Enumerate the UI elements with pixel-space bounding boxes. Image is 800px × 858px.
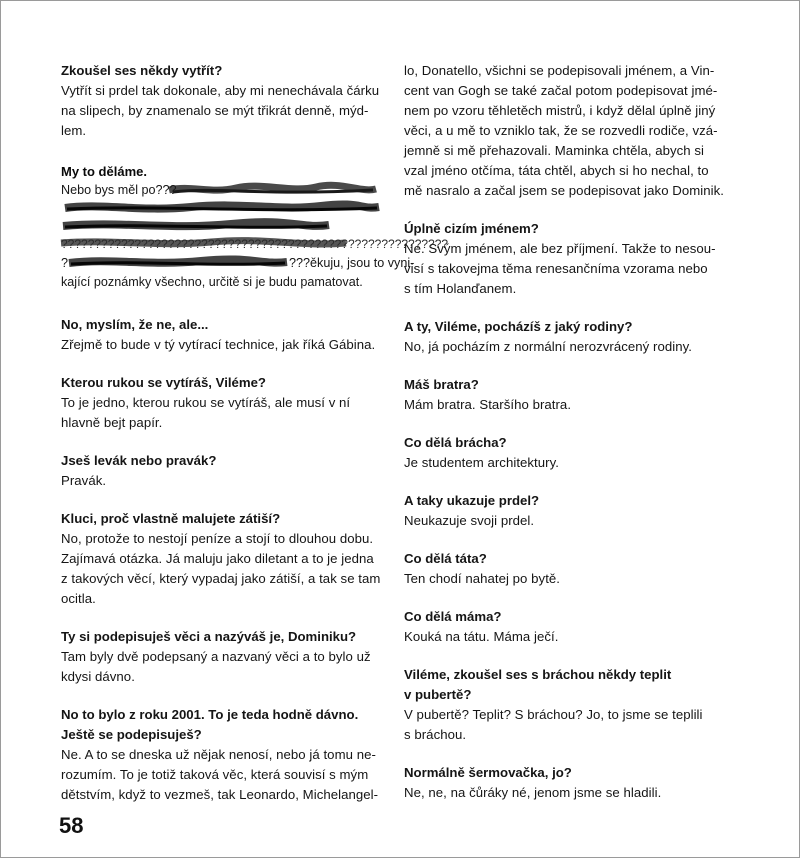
scan-line: kající poznámky všechno, určitě si je budu pamatovat.	[61, 275, 363, 289]
qa-block	[404, 375, 744, 415]
question: Jseš levák nebo pravák?	[61, 453, 217, 468]
qa-block	[61, 627, 391, 687]
answer: Kouká na tátu. Máma ječí.	[404, 629, 559, 644]
page-number: 58	[59, 813, 84, 838]
scan-line: Nebo bys měl po???	[61, 183, 177, 197]
question: A ty, Viléme, pocházíš z jaký rodiny?	[404, 319, 633, 334]
question: A taky ukazuje prdel?	[404, 493, 540, 508]
answer: Tam byly dvě podepsaný a nazvaný věci a to bylo už kdysi dávno.	[61, 649, 371, 684]
answer: Ne, ne, na čůráky né, jenom jsme se hladili.	[404, 785, 662, 800]
answer: Ne. Svým jménem, ale bez příjmení. Takže to nesou- visí s takovejma těma renesančníma vzorama nebo s tím Holanďanem.	[404, 241, 716, 296]
question: Ty si podepisuješ věci a nazýváš je, Dominiku?	[61, 629, 357, 644]
question: Kterou rukou se vytíráš, Viléme?	[61, 375, 266, 390]
question: Máš bratra?	[404, 377, 479, 392]
question: No, myslím, že ne, ale...	[61, 317, 209, 332]
qa-block	[61, 61, 391, 141]
answer: Ten chodí nahatej po bytě.	[404, 571, 561, 586]
question: Co dělá táta?	[404, 551, 487, 566]
answer: Neukazuje svoji prdel.	[404, 513, 535, 528]
answer: Je studentem architektury.	[404, 455, 559, 470]
qa-block	[61, 509, 391, 609]
answer: Zřejmě to bude v tý vytírací technice, jak říká Gábina.	[61, 337, 376, 352]
qa-block	[61, 451, 391, 491]
qa-block	[404, 607, 744, 647]
question: Viléme, zkoušel ses s bráchou někdy teplit v pubertě?	[404, 667, 672, 702]
answer: Ne. A to se dneska už nějak nenosí, nebo já tomu ne- rozumím. To je totiž taková věc, která souvisí s mým dětstvím, když to vezmeš, tak Leonardo, Michelangel-	[61, 747, 379, 802]
question: Zkoušel ses někdy vytřít?	[61, 63, 223, 78]
scan-line: ?	[61, 256, 69, 270]
qa-block	[404, 549, 744, 589]
qa-block	[61, 705, 391, 805]
qa-block	[404, 665, 744, 745]
answer: No, já pocházím z normální nerozvrácený rodiny.	[404, 339, 692, 354]
qa-block	[404, 317, 744, 357]
qa-block	[404, 491, 744, 531]
question: Normálně šermovačka, jo?	[404, 765, 572, 780]
qa-block	[61, 315, 391, 355]
answer: V pubertě? Teplit? S bráchou? Jo, to jsme se teplili s bráchou.	[404, 707, 703, 742]
question: Kluci, proč vlastně malujete zátiší?	[61, 511, 281, 526]
answer: No, protože to nestojí peníze a stojí to dlouhou dobu. Zajímavá otázka. Já maluju jako diletant a to je jedna z takových věcí, který vypadaj jako zátiší, a tak se tam ocitla.	[61, 531, 381, 606]
qa-block	[404, 219, 744, 299]
question: Úplně cizím jménem?	[404, 221, 539, 236]
scan-line: ???ěkuju, jsou to vyni-	[289, 256, 415, 270]
scanned-redacted-note	[61, 163, 449, 293]
answer-continuation	[404, 61, 744, 201]
qa-block	[404, 433, 744, 473]
qa-block	[404, 763, 744, 803]
question: Co dělá brácha?	[404, 435, 507, 450]
question: Co dělá máma?	[404, 609, 502, 624]
question: No to bylo z roku 2001. To je teda hodně dávno. Ještě se podepisuješ?	[61, 707, 359, 742]
answer: Mám bratra. Staršího bratra.	[404, 397, 572, 412]
answer: lo, Donatello, všichni se podepisovali jménem, a Vin- cent van Gogh se také začal potom podepisovat jmé- nem po vzoru těhletěch mistrů, i když dělal úplně jiný věci, a u mě to vzniklo tak, že se rozvedli rodiče, vzá- jemně si mě přehazovali. Maminka chtěla, abych si vzal jméno otčíma, táta chtěl, abych si ho nechal, to mě nasralo a začal jsem se podepisovat jako Dominik.	[404, 63, 724, 198]
right-column	[404, 61, 744, 821]
answer: Pravák.	[61, 473, 107, 488]
answer: To je jedno, kterou rukou se vytíráš, ale musí v ní hlavně bejt papír.	[61, 395, 351, 430]
answer: Vytřít si prdel tak dokonale, aby mi nenechávala čárku na slipech, by znamenalo se mýt třikrát denně, mýd- lem.	[61, 83, 380, 138]
qa-block	[61, 373, 391, 433]
svg-text:??????????????????????????????: ??????????????????????????????????????????????????????????	[61, 237, 449, 251]
scan-question: My to děláme.	[61, 164, 147, 179]
